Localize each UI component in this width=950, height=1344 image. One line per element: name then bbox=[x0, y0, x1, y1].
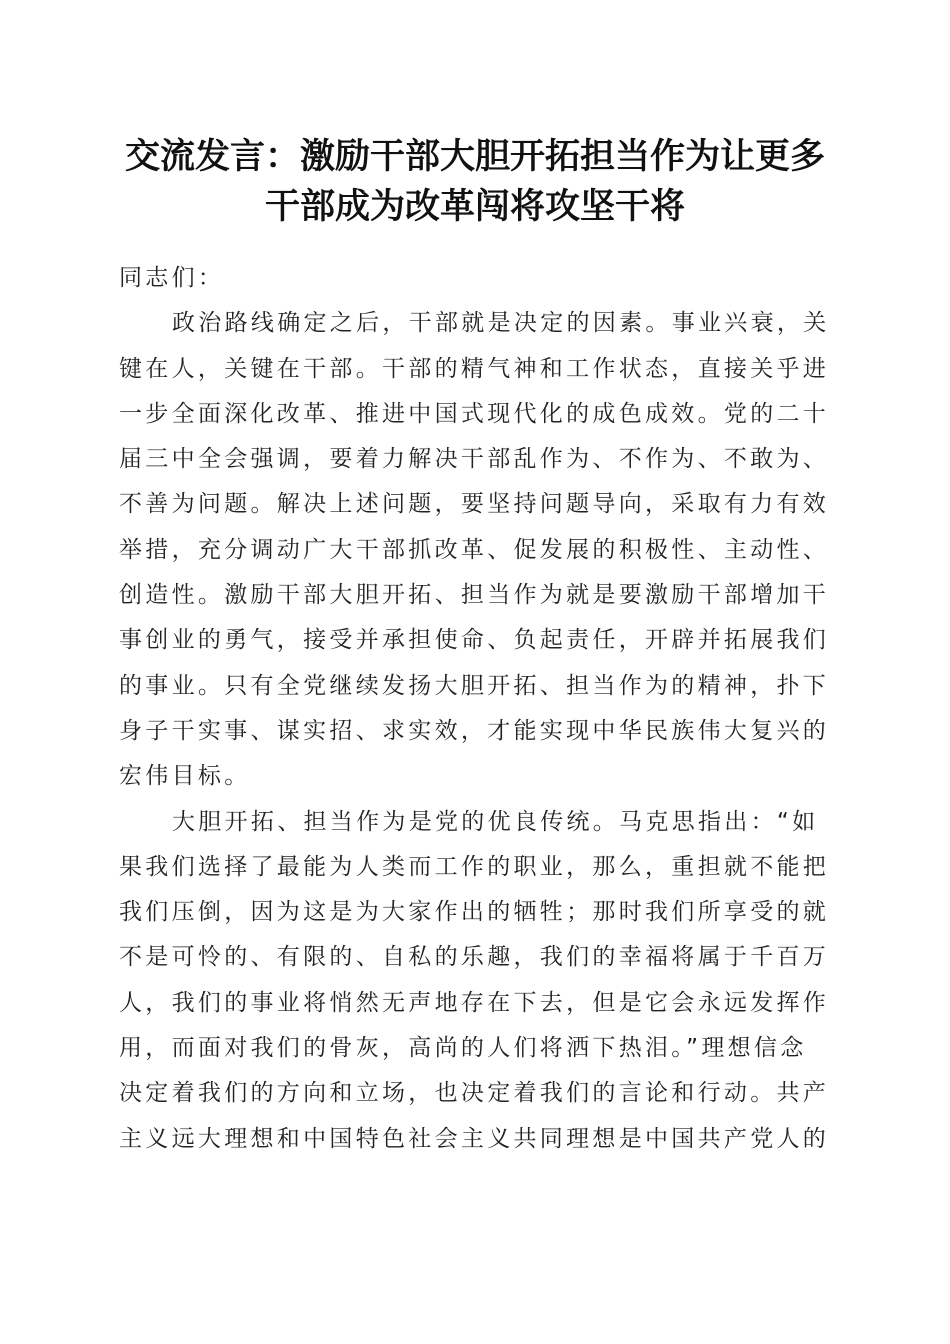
salutation: 同志们： bbox=[119, 265, 225, 291]
paragraph-line: 不善为问题。解决上述问题，要坚持问题导向，采取有力有效 bbox=[119, 491, 830, 518]
paragraph-line: 大胆开拓、担当作为是党的优良传统。马克思指出：“如 bbox=[172, 808, 819, 835]
paragraph-line: 届三中全会强调，要着力解决干部乱作为、不作为、不敢为、 bbox=[119, 446, 830, 473]
paragraph-line: 的事业。只有全党继续发扬大胆开拓、担当作为的精神，扑下 bbox=[119, 672, 830, 699]
paragraph-line: 决定着我们的方向和立场，也决定着我们的言论和行动。共产 bbox=[119, 1080, 830, 1107]
paragraph-line: 果我们选择了最能为人类而工作的职业，那么，重担就不能把 bbox=[119, 853, 830, 880]
paragraph-line: 宏伟目标。 bbox=[119, 763, 251, 790]
paragraph-line: 我们压倒，因为这是为大家作出的牺牲；那时我们所享受的就 bbox=[119, 899, 830, 926]
document-title bbox=[110, 132, 840, 232]
paragraph-line: 键在人，关键在干部。干部的精气神和工作状态，直接关乎进 bbox=[119, 355, 830, 382]
paragraph-line: 不是可怜的、有限的、自私的乐趣，我们的幸福将属于千百万 bbox=[119, 944, 830, 971]
title-line-1: 交流发言：激励干部大胆开拓担当作为让更多 bbox=[124, 136, 825, 177]
paragraph-line: 举措，充分调动广大干部抓改革、促发展的积极性、主动性、 bbox=[119, 536, 830, 563]
paragraph-line: 事创业的勇气，接受并承担使命、负起责任，开辟并拓展我们 bbox=[119, 627, 830, 654]
paragraph-line: 创造性。激励干部大胆开拓、担当作为就是要激励干部增加干 bbox=[119, 582, 830, 609]
document-body bbox=[119, 256, 831, 1162]
paragraph-1 bbox=[119, 301, 831, 799]
paragraph-line: 身子干实事、谋实招、求实效，才能实现中华民族伟大复兴的 bbox=[119, 717, 830, 744]
paragraph-line: 一步全面深化改革、推进中国式现代化的成色成效。党的二十 bbox=[119, 400, 830, 427]
paragraph-line: 人，我们的事业将悄然无声地存在下去，但是它会永远发挥作 bbox=[119, 989, 830, 1016]
paragraph-line: 主义远大理想和中国特色社会主义共同理想是中国共产党人的 bbox=[119, 1125, 830, 1152]
title-line-2: 干部成为改革闯将攻坚干将 bbox=[264, 186, 685, 227]
paragraph-line: 政治路线确定之后，干部就是决定的因素。事业兴衰，关 bbox=[172, 310, 830, 337]
paragraph-line: 用，而面对我们的骨灰，高尚的人们将洒下热泪。”理想信念 bbox=[119, 1035, 807, 1062]
paragraph-2 bbox=[119, 800, 831, 1162]
